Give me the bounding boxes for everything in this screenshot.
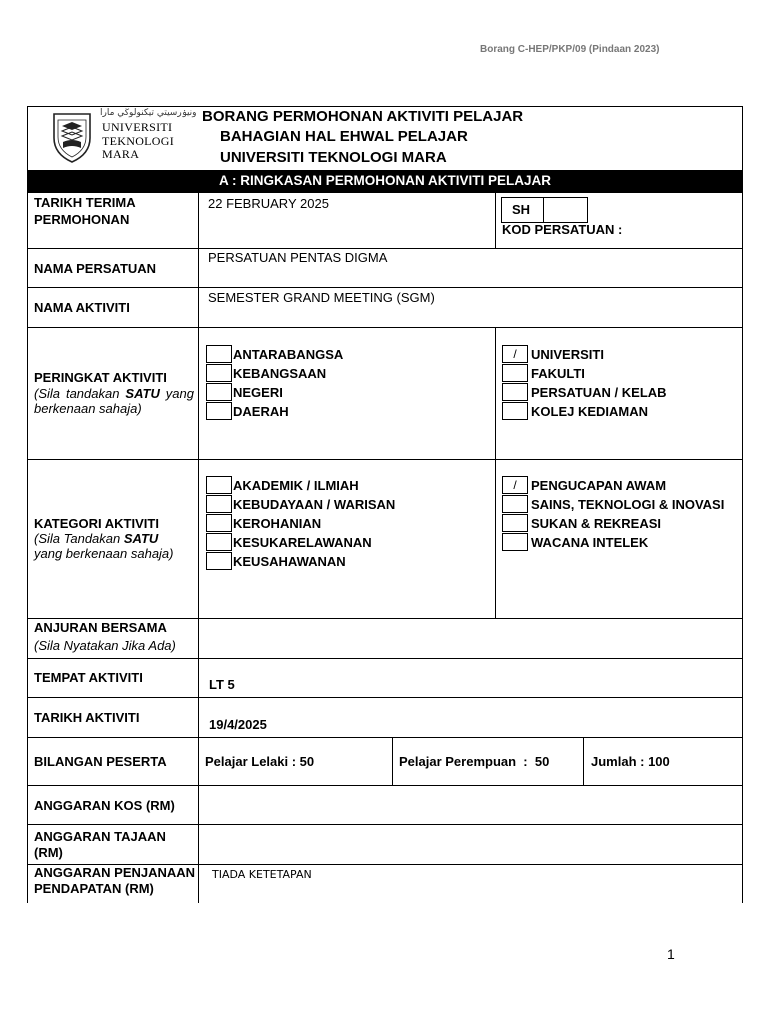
kategori-option: SAINS, TEKNOLOGI & INOVASI (531, 497, 725, 512)
peringkat-note: (Sila tandakan SATU yang berkenaan sahaja) (34, 386, 194, 416)
peringkat-option: FAKULTI (531, 366, 585, 381)
peringkat-option: ANTARABANGSA (233, 347, 344, 362)
logo-text-line-2: TEKNOLOGI (102, 134, 175, 148)
anggaran-tajaan-field[interactable] (200, 826, 740, 862)
anggaran-kos-field[interactable] (200, 787, 740, 823)
kategori-label: KATEGORI AKTIVITI (34, 516, 159, 531)
logo-text-line-1: UNIVERSITI (102, 120, 173, 134)
anggaran-penjanaan-label-1: ANGGARAN PENJANAAN (34, 865, 196, 880)
peringkat-option: PERSATUAN / KELAB (531, 385, 667, 400)
tarikh-aktiviti-label: TARIKH AKTIVITI (34, 710, 140, 725)
anggaran-tajaan-label-1: ANGGARAN TAJAAN (34, 829, 166, 844)
section-a-title: A : RINGKASAN PERMOHONAN AKTIVITI PELAJAR (218, 173, 551, 188)
peringkat-option: UNIVERSITI (531, 347, 604, 362)
tarikh-terima-label-2: PERMOHONAN (34, 212, 130, 227)
anjuran-field[interactable] (200, 620, 740, 656)
kategori-option: KESUKARELAWANAN (233, 535, 372, 550)
kategori-option: KEUSAHAWANAN (233, 554, 346, 569)
peringkat-label: PERINGKAT AKTIVITI (34, 370, 167, 385)
form-code: Borang C-HEP/PKP/09 (Pindaan 2023) (480, 44, 660, 55)
peringkat-option: KOLEJ KEDIAMAN (531, 404, 649, 419)
crest-icon (50, 110, 94, 164)
anggaran-penjanaan-value[interactable]: TIADA KETETAPAN (212, 868, 312, 881)
tarikh-aktiviti-value[interactable]: 19/4/2025 (209, 717, 267, 732)
logo-text-line-3: MARA (102, 147, 140, 161)
peringkat-option: DAERAH (233, 404, 289, 419)
kategori-option: WACANA INTELEK (531, 535, 649, 550)
kategori-option: KEBUDAYAAN / WARISAN (233, 497, 396, 512)
tempat-label: TEMPAT AKTIVITI (34, 670, 143, 685)
check-mark: / (513, 347, 517, 361)
kategori-option: SUKAN & REKREASI (531, 516, 662, 531)
sh-label: SH (512, 202, 531, 217)
tarikh-terima-label-1: TARIKH TERIMA (34, 195, 136, 210)
nama-persatuan-value[interactable]: PERSATUAN PENTAS DIGMA (208, 250, 388, 265)
kod-persatuan-field[interactable] (544, 198, 587, 222)
kategori-note: (Sila Tandakan SATU yang berkenaan sahaja) (34, 531, 174, 561)
check-mark: / (513, 478, 517, 492)
department-title: BAHAGIAN HAL EHWAL PELAJAR (220, 128, 468, 145)
nama-aktiviti-label: NAMA AKTIVITI (34, 300, 130, 315)
logo-jawi: ونيۏرسيتي تيكنولوڬي مارا (100, 108, 197, 118)
anggaran-tajaan-label-2: (RM) (34, 845, 63, 860)
kategori-option: AKADEMIK / ILMIAH (233, 478, 359, 493)
form-title: BORANG PERMOHONAN AKTIVITI PELAJAR (202, 108, 524, 125)
pelajar-perempuan-value[interactable]: Pelajar Perempuan : 50 (399, 754, 550, 769)
nama-persatuan-label: NAMA PERSATUAN (34, 261, 157, 276)
nama-aktiviti-value[interactable]: SEMESTER GRAND MEETING (SGM) (208, 290, 435, 305)
kategori-option: KEROHANIAN (233, 516, 322, 531)
pelajar-lelaki-value[interactable]: Pelajar Lelaki : 50 (205, 754, 315, 769)
university-title: UNIVERSITI TEKNOLOGI MARA (220, 149, 447, 166)
anggaran-kos-label: ANGGARAN KOS (RM) (34, 798, 175, 813)
page-number: 1 (667, 946, 675, 962)
university-logo (50, 108, 197, 166)
bilangan-label: BILANGAN PESERTA (34, 754, 167, 769)
anjuran-note: (Sila Nyatakan Jika Ada) (34, 638, 176, 653)
anjuran-label: ANJURAN BERSAMA (34, 620, 167, 635)
peringkat-option: KEBANGSAAN (233, 366, 327, 381)
tempat-value[interactable]: LT 5 (209, 677, 235, 692)
anggaran-penjanaan-label-2: PENDAPATAN (RM) (34, 881, 154, 896)
kategori-option: PENGUCAPAN AWAM (531, 478, 667, 493)
kod-persatuan-label: KOD PERSATUAN : (502, 222, 623, 237)
peringkat-option: NEGERI (233, 385, 283, 400)
jumlah-value[interactable]: Jumlah : 100 (591, 754, 670, 769)
tarikh-terima-value[interactable]: 22 FEBRUARY 2025 (208, 196, 329, 211)
